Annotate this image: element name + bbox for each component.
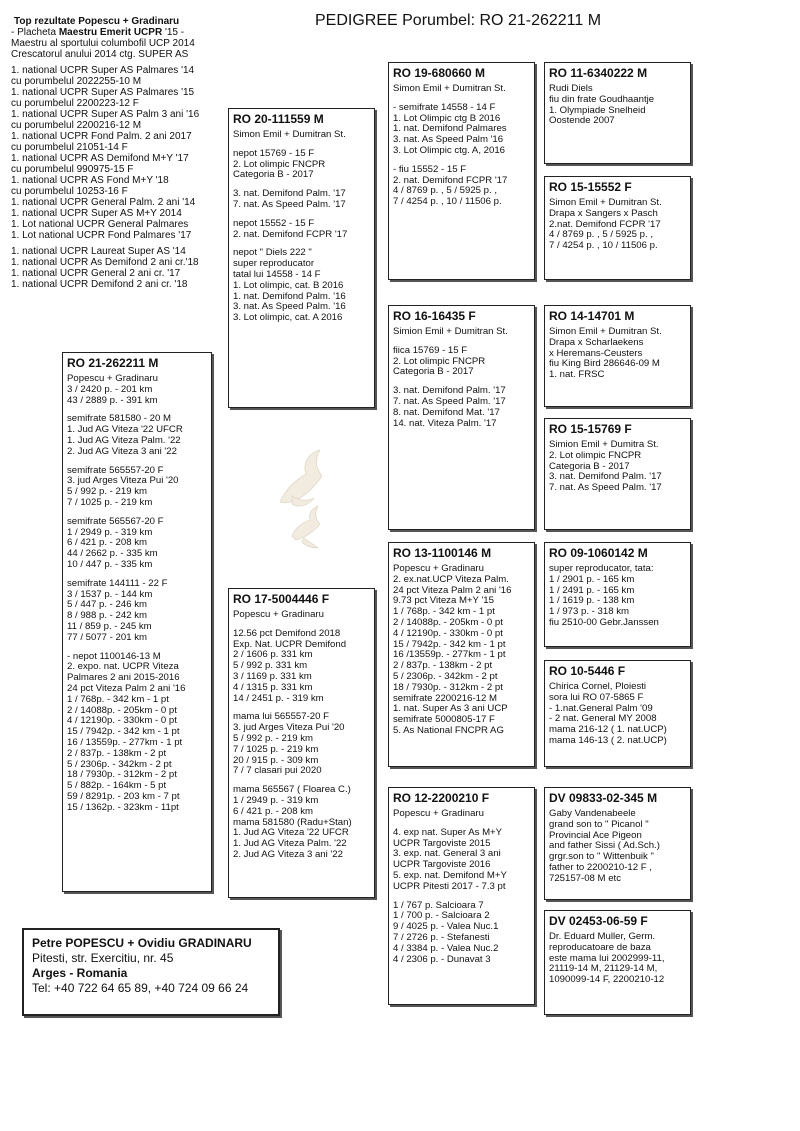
breeder-contact-card — [22, 928, 280, 1016]
top-results-line: 1. national UCPR Demifond 2 ani cr. '18 — [11, 279, 188, 290]
pedigree-line: UCPR Targoviste 2016 — [393, 859, 491, 871]
pedigree-line: 3 / 2420 p. - 201 km — [67, 383, 153, 395]
pedigree-line: semifrate 565567-20 F — [67, 515, 164, 527]
pedigree-line: Simon Emil + Dumitran St. — [549, 326, 662, 337]
pedigree-box-dd-sire — [544, 787, 691, 900]
pedigree-line: 1 / 2491 p. - 165 km — [549, 584, 635, 596]
top-results-line: 1. national UCPR Super AS Palmares '14 — [11, 65, 195, 76]
breeder-name: Petre POPESCU + Ovidiu GRADINARU — [32, 936, 252, 950]
pedigree-line: 6 / 421 p. - 208 km — [233, 805, 313, 817]
pedigree-box-ss-sire — [544, 62, 691, 164]
top-results-line: 1. national UCPR General 2 ani cr. '17 — [11, 268, 181, 279]
pedigree-line: 9 / 4025 p. - Valea Nuc.1 — [393, 921, 499, 933]
breeder-region: Arges - Romania — [32, 966, 128, 980]
pedigree-line: 1 / 2949 p. - 319 km — [67, 526, 153, 538]
pedigree-line: 2.nat. Demifond FCPR '17 — [549, 218, 661, 230]
top-results-line: cu porumbelul 2200216-12 M — [11, 120, 142, 131]
pedigree-line: mama 146-13 ( 2. nat.UCP) — [549, 734, 667, 746]
pedigree-line: 7 / 4254 p. , 10 / 11506 p. — [393, 196, 502, 208]
pedigree-line: nepot " Diels 222 " — [233, 247, 312, 259]
pedigree-line: Rudi Diels — [549, 83, 593, 94]
top-results-line: - Placheta Maestru Emerit UCPR '15 - — [11, 27, 185, 38]
pedigree-line: 2. ex.nat.UCP Viteza Palm. — [393, 573, 509, 585]
pedigree-line: 1. Jud AG Viteza Palm. '22 — [67, 434, 181, 446]
top-results-line: 1. national UCPR Laureat Super AS '14 — [11, 246, 186, 257]
pedigree-line: Dr. Eduard Muller, Germ. — [549, 931, 656, 942]
top-results-line: 1. national UCPR AS Demifond M+Y '17 — [11, 153, 189, 164]
pedigree-line: 24 pct Viteza Palm 2 ani '16 — [393, 584, 512, 596]
pedigree-line: 2. nat. Demifond FCPR '17 — [233, 228, 348, 240]
pedigree-line: Popescu + Gradinaru — [67, 373, 158, 384]
pigeon-ring-number: RO 09-1060142 M — [549, 546, 648, 560]
pedigree-line: Simon Emil + Dumitran St. — [393, 83, 506, 94]
pedigree-line: 1. nat. Super As 3 ani UCP — [393, 703, 508, 715]
breeder-address: Pitesti, str. Exercitiu, nr. 45 — [32, 951, 174, 965]
pedigree-line: mama lui 565557-20 F — [233, 711, 329, 723]
top-results — [11, 16, 226, 290]
pedigree-line: mama 581580 (Radu+Stan) — [233, 816, 352, 828]
pedigree-line: fiica 15769 - 15 F — [393, 344, 468, 356]
pedigree-line: 1. nat. Demifond Palmares — [393, 123, 507, 135]
pedigree-line: este mama lui 2002999-11, — [549, 952, 665, 964]
pedigree-line: 3. nat. Demifond Palm. '17 — [233, 188, 346, 200]
pedigree-line: reproducatoare de baza — [549, 941, 651, 953]
pigeon-ring-number: RO 12-2200210 F — [393, 791, 490, 805]
pedigree-line: father to 2200210-12 F , — [549, 861, 652, 873]
pedigree-line: 1 / 1619 p. - 138 km — [549, 595, 635, 607]
pedigree-line: 4 / 12190p. - 330km - 0 pt — [393, 627, 503, 639]
pedigree-line: 3. nat. As Speed Palm '16 — [393, 134, 504, 146]
pedigree-line: 5 / 992 p. - 219 km — [233, 732, 313, 744]
pedigree-line: 2. expo. nat. UCPR Viteza — [67, 661, 179, 673]
pedigree-line: Drapa x Sangers x Pasch — [549, 207, 658, 219]
pedigree-line: grand son to " Picanol " — [549, 818, 649, 830]
pedigree-line: Popescu + Gradinaru — [393, 563, 484, 574]
top-results-heading: Top rezultate Popescu + Gradinaru — [14, 16, 180, 27]
top-results-line: 1. national UCPR General Palm. 2 ani '14 — [11, 197, 196, 208]
pedigree-line: mama 216-12 ( 1. nat.UCP) — [549, 724, 667, 736]
pedigree-line: 3. jud Arges Viteza Pui '20 — [67, 475, 179, 487]
top-results-line: 1. Lot national UCPR Fond Palmares '17 — [11, 230, 192, 241]
pedigree-line: 3. jud Arges Viteza Pui '20 — [233, 722, 345, 734]
pedigree-line: 9.73 pct Viteza M+Y '15 — [393, 595, 494, 607]
pedigree-line: 1 / 2949 p. - 319 km — [233, 794, 319, 806]
pedigree-line: 2. Jud AG Viteza 3 ani '22 — [67, 445, 177, 457]
pedigree-line: 8 / 988 p. - 242 km — [67, 610, 147, 622]
pedigree-line: 1. Jud AG Viteza '22 UFCR — [67, 424, 183, 436]
pedigree-line: nepot 15552 - 15 F — [233, 217, 315, 229]
pedigree-line: 20 / 915 p. - 309 km — [233, 754, 319, 766]
pedigree-line: 10 / 447 p. - 335 km — [67, 558, 153, 570]
pedigree-line: Popescu + Gradinaru — [233, 609, 324, 620]
top-results-line: 1. national UCPR Super AS Palm 3 ani '16 — [11, 109, 200, 120]
pedigree-line: 1 / 973 p. - 318 km — [549, 606, 629, 618]
pedigree-line: 18 / 7930p. - 312km - 2 pt — [393, 681, 503, 693]
pedigree-line: 5 / 2306p. - 342km - 2 pt — [67, 758, 172, 770]
pedigree-line: fiu din frate Goudhaantje — [549, 93, 655, 105]
pedigree-line: nepot 15769 - 15 F — [233, 147, 315, 159]
pedigree-line: 2 / 1606 p. 331 km — [233, 649, 313, 661]
pedigree-line: Categoria B - 2017 — [549, 460, 630, 472]
pedigree-box-ds-sire — [544, 542, 691, 647]
pedigree-line: 1 / 768p. - 342 km - 1 pt — [393, 606, 495, 618]
pedigree-box-sire-sire — [388, 62, 535, 280]
pedigree-line: - 1.nat.General Palm '09 — [549, 702, 653, 714]
pedigree-line: 2. Lot olimpic FNCPR — [233, 158, 326, 170]
pigeon-ring-number: RO 13-1100146 M — [393, 546, 492, 560]
top-results-line: Maestru al sportului columbofil UCP 2014 — [11, 38, 195, 49]
pigeon-ring-number: RO 10-5446 F — [549, 664, 626, 678]
pedigree-line: 3. nat. Demifond Palm. '17 — [393, 385, 506, 397]
pedigree-line: 11 / 859 p. - 245 km — [67, 620, 152, 632]
top-results-line: cu porumbelul 21051-14 F — [11, 142, 128, 153]
pedigree-line: Simion Emil + Dumitran St. — [393, 326, 508, 337]
pedigree-line: super reproducator, tata: — [549, 563, 654, 574]
pedigree-line: 21119-14 M, 21129-14 M, — [549, 963, 658, 975]
pedigree-line: 15 / 1362p. - 323km - 11pt — [67, 801, 179, 813]
pedigree-box-sd-dam — [544, 418, 691, 530]
pedigree-line: 3 / 1537 p. - 144 km — [67, 588, 153, 600]
pedigree-box-ss-dam — [544, 176, 691, 280]
pedigree-line: 15 / 7942p. - 342 km - 1 pt — [393, 638, 506, 650]
pedigree-line: fiu 2510-00 Gebr.Janssen — [549, 616, 659, 628]
pedigree-line: 7 / 1025 p. - 219 km — [233, 743, 319, 755]
pedigree-line: 2. nat. Demifond FCPR '17 — [393, 174, 508, 186]
pedigree-line: 16 / 13559p. - 277km - 1 pt — [67, 736, 183, 748]
top-results-line: 1. Lot national UCPR General Palmares — [11, 219, 189, 230]
pedigree-line: 5 / 992 p. - 219 km — [67, 486, 147, 498]
pedigree-box-sire-dam — [388, 305, 535, 530]
pedigree-line: 14 / 2451 p. - 319 km — [233, 692, 324, 704]
pedigree-line: - fiu 15552 - 15 F — [393, 163, 467, 175]
pedigree-box-ds-dam — [544, 660, 691, 767]
pedigree-line: 1. nat. Demifond Palm. '16 — [233, 290, 346, 302]
pedigree-line: Oostende 2007 — [549, 115, 615, 127]
pedigree-line: 16 /13559p. - 277km - 1 pt — [393, 649, 506, 661]
pedigree-line: 18 / 7930p. - 312km - 2 pt — [67, 769, 177, 781]
pedigree-line: x Heremans-Ceusters — [549, 347, 643, 359]
pedigree-line: 1090099-14 F, 2200210-12 — [549, 974, 665, 986]
pedigree-line: - nepot 1100146-13 M — [67, 650, 161, 662]
pedigree-line: semifrate 2200216-12 M — [393, 692, 497, 704]
pedigree-line: 1. nat. FRSC — [549, 369, 605, 381]
pedigree-line: 4 / 12190p. - 330km - 0 pt — [67, 715, 177, 727]
pedigree-line: 5 / 882p. - 164km - 5 pt — [67, 780, 167, 792]
top-results-list — [11, 27, 226, 290]
top-results-line: cu porumbelul 2200223-12 F — [11, 98, 139, 109]
pedigree-line: 1. Lot olimpic, cat. B 2016 — [233, 279, 344, 291]
pigeon-ring-number: RO 14-14701 M — [549, 309, 635, 323]
pedigree-line: 1. Jud AG Viteza '22 UFCR — [233, 827, 349, 839]
pedigree-box-dam-dam — [388, 787, 535, 1005]
pedigree-line: 12.56 pct Demifond 2018 — [233, 627, 341, 639]
pedigree-line: 3. Lot Olimpic ctg. A, 2016 — [393, 144, 505, 156]
top-results-line: cu porumbelul 10253-16 F — [11, 186, 128, 197]
pedigree-line: 77 / 5077 - 201 km — [67, 631, 147, 643]
pedigree-line: and father Sissi ( Ad.Sch.) — [549, 840, 660, 852]
pedigree-line: 14. nat. Viteza Palm. '17 — [393, 417, 497, 429]
pigeon-ring-number: RO 16-16435 F — [393, 309, 476, 323]
pedigree-line: 4 / 1315 p. 331 km — [233, 681, 313, 693]
pedigree-line: Provincial Ace Pigeon — [549, 829, 642, 841]
pedigree-line: semifrate 565557-20 F — [67, 464, 164, 476]
pigeon-ring-number: RO 17-5004446 F — [233, 592, 330, 606]
top-results-line: 1. national UCPR Super AS Palmares '15 — [11, 87, 195, 98]
pedigree-line: sora lui RO 07-5865 F — [549, 691, 644, 703]
pedigree-line: 7. nat. As Speed Palm. '17 — [549, 482, 662, 494]
top-results-line: 1. national UCPR Fond Palm. 2 ani 2017 — [11, 131, 192, 142]
pedigree-line: UCPR Targoviste 2015 — [393, 837, 491, 849]
top-results-line: 1. national UCPR Super AS M+Y 2014 — [11, 208, 182, 219]
pedigree-line: 1 / 2901 p. - 165 km — [549, 573, 635, 585]
pedigree-line: Simon Emil + Dumitran St. — [549, 197, 662, 208]
pedigree-line: 2 / 837p. - 138km - 2 pt — [393, 660, 493, 672]
pigeon-ring-number: RO 20-111559 M — [233, 112, 324, 126]
pedigree-line: 2. Lot olimpic FNCPR — [549, 449, 642, 461]
pedigree-line: 2 / 14088p. - 205km - 0 pt — [393, 616, 503, 628]
pedigree-line: 6 / 421 p. - 208 km — [67, 537, 147, 549]
pedigree-line: Simon Emil + Dumitran St. — [233, 129, 346, 140]
pedigree-line: 4 / 8769 p. , 5 / 5925 p. , — [393, 185, 498, 197]
pedigree-line: 5 / 2306p. - 342km - 2 pt — [393, 670, 498, 682]
pedigree-line: 1. Jud AG Viteza Palm. '22 — [233, 838, 347, 850]
pedigree-box-dam — [228, 588, 375, 898]
pedigree-line: 15 / 7942p. - 342 km - 1 pt — [67, 726, 180, 738]
pedigree-line: 44 / 2662 p. - 335 km — [67, 548, 158, 560]
top-results-line: 1. national UCPR AS Fond M+Y '18 — [11, 175, 169, 186]
pigeon-ring-number: RO 11-6340222 M — [549, 66, 648, 80]
pedigree-line: 43 / 2889 p. - 391 km — [67, 394, 158, 406]
pedigree-line: fiu King Bird 286646-09 M — [549, 358, 660, 370]
pedigree-line: - semifrate 14558 - 14 F — [393, 101, 496, 113]
pedigree-line: 7. nat. As Speed Palm. '17 — [233, 198, 346, 210]
pedigree-line: 4. exp nat. Super As M+Y — [393, 826, 503, 838]
pedigree-line: tatal lui 14558 - 14 F — [233, 268, 321, 280]
top-results-line: 1. national UCPR As Demifond 2 ani cr.'18 — [11, 257, 199, 268]
pedigree-line: 4 / 3384 p. - Valea Nuc.2 — [393, 942, 499, 954]
pedigree-line: 725157-08 M etc — [549, 872, 621, 884]
pedigree-line: Popescu + Gradinaru — [393, 808, 484, 819]
pedigree-line: semifrate 5000805-17 F — [393, 714, 495, 726]
pedigree-box-subject — [62, 352, 212, 892]
pedigree-line: 5 / 447 p. - 246 km — [67, 599, 147, 611]
pedigree-line: semifrate 144111 - 22 F — [67, 577, 168, 589]
pedigree-line: UCPR Pitesti 2017 - 7.3 pt — [393, 880, 506, 892]
pedigree-line: 1 / 767 p. Salcioara 7 — [393, 899, 484, 911]
doves-image — [262, 440, 342, 560]
pedigree-line: 1. Olympiade Snelheid — [549, 104, 646, 116]
pedigree-line: 2 / 14088p. - 205km - 0 pt — [67, 704, 177, 716]
pedigree-box-dam-sire — [388, 542, 535, 767]
pedigree-line: Simion Emil + Dumitra St. — [549, 439, 659, 450]
pedigree-box-sire — [228, 108, 375, 408]
pedigree-line: - 2 nat. General MY 2008 — [549, 713, 657, 725]
pedigree-line: 4 / 8769 p. , 5 / 5925 p. , — [549, 229, 654, 241]
pedigree-line: mama 565567 ( Floarea C.) — [233, 784, 351, 796]
pedigree-line: 3. Lot olimpic, cat. A 2016 — [233, 312, 343, 324]
pedigree-line: 24 pct Viteza Palm 2 ani '16 — [67, 682, 186, 694]
pigeon-ring-number: RO 15-15769 F — [549, 422, 632, 436]
pedigree-line: 2 / 837p. - 138km - 2 pt — [67, 747, 167, 759]
pedigree-line: 59 / 8291p. - 203 km - 7 pt — [67, 790, 180, 802]
pedigree-line: Categoria B - 2017 — [393, 366, 474, 378]
pedigree-line: 7. nat. As Speed Palm. '17 — [393, 395, 506, 407]
pedigree-line: grgr.son to " Wittenbuik " — [549, 851, 654, 863]
pedigree-line: super reproducator — [233, 258, 315, 270]
pedigree-line: Chirica Cornel, Ploiesti — [549, 681, 647, 692]
pigeon-ring-number: RO 19-680660 M — [393, 66, 486, 80]
pedigree-line: Gaby Vandenabeele — [549, 808, 636, 819]
pedigree-line: 1. Lot Olimpic ctg B 2016 — [393, 112, 501, 124]
top-results-line: cu porumbelul 990975-15 F — [11, 164, 134, 175]
pigeon-ring-number: RO 21-262211 M — [67, 356, 159, 370]
pedigree-line: 1 / 768p. - 342 km - 1 pt — [67, 693, 169, 705]
page-title: PEDIGREE Porumbel: RO 21-262211 M — [315, 12, 602, 29]
pedigree-line: 5. As National FNCPR AG — [393, 724, 504, 736]
pedigree-line: 3. nat. As Speed Palm. '16 — [233, 301, 346, 313]
pedigree-line: 8. nat. Demifond Mat. '17 — [393, 406, 500, 418]
pedigree-line: Exp. Nat. UCPR Demifond — [233, 638, 347, 650]
pedigree-line: Drapa x Scharlaekens — [549, 336, 644, 348]
pedigree-line: 4 / 2306 p. - Dunavat 3 — [393, 953, 491, 965]
pigeon-ring-number: DV 09833-02-345 M — [549, 791, 658, 805]
pedigree-line: Palmares 2 ani 2015-2016 — [67, 672, 180, 684]
pedigree-line: 7 / 4254 p. , 10 / 11506 p. — [549, 240, 658, 252]
pedigree-box-dd-dam — [544, 910, 691, 1015]
pedigree-box-sd-sire — [544, 305, 691, 407]
pigeon-ring-number: RO 15-15552 F — [549, 180, 632, 194]
breeder-phone: Tel: +40 722 64 65 89, +40 724 09 66 24 — [32, 981, 249, 995]
pedigree-line: 7 / 2726 p. - Stefanesti — [393, 931, 490, 943]
top-results-line: Crescatorul anului 2014 ctg. SUPER AS — [11, 49, 189, 60]
pedigree-line: 7 / 1025 p. - 219 km — [67, 496, 153, 508]
pigeon-ring-number: DV 02453-06-59 F — [549, 914, 648, 928]
pedigree-line: semifrate 581580 - 20 M — [67, 413, 171, 425]
pedigree-line: 2. Jud AG Viteza 3 ani '22 — [233, 848, 343, 860]
pedigree-line: 1 / 700 p. - Salcioara 2 — [393, 910, 490, 922]
pedigree-line: 7 / 7 clasari pui 2020 — [233, 765, 322, 777]
pedigree-line: 5. exp. nat. Demifond M+Y — [393, 869, 507, 881]
pedigree-line: 5 / 992 p. 331 km — [233, 660, 308, 672]
pedigree-line: 2. Lot olimpic FNCPR — [393, 355, 486, 367]
pedigree-line: Categoria B - 2017 — [233, 169, 314, 181]
pedigree-line: 3. nat. Demifond Palm. '17 — [549, 471, 662, 483]
pedigree-line: 3. exp. nat. General 3 ani — [393, 848, 501, 860]
top-results-line: cu porumbelul 2022255-10 M — [11, 76, 142, 87]
pedigree-line: 3 / 1169 p. 331 km — [233, 670, 312, 682]
